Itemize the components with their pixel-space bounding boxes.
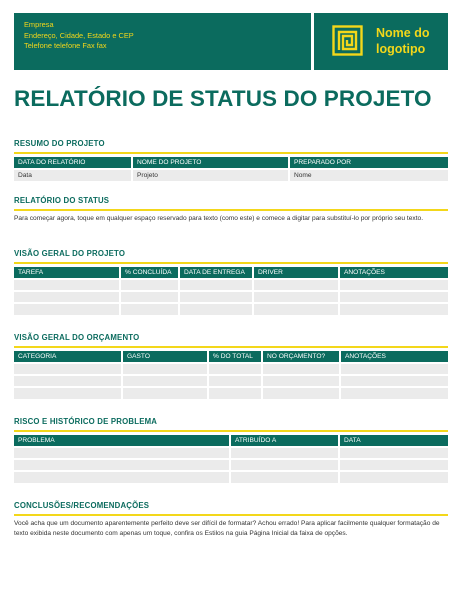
table-cell[interactable] bbox=[122, 363, 208, 375]
table-cell[interactable] bbox=[339, 303, 448, 315]
company-name: Empresa bbox=[24, 20, 54, 29]
logo-name bbox=[376, 25, 446, 57]
table-cell[interactable] bbox=[230, 447, 339, 459]
status-text[interactable]: Para começar agora, toque em qualquer espaço reservado para texto (como este) e comece a digitar para substituí-lo por próprio seu texto. bbox=[14, 215, 424, 222]
table-cell[interactable] bbox=[253, 303, 339, 315]
risk-header-assigned-to: ATRIBUÍDO A bbox=[230, 435, 339, 447]
table-cell[interactable] bbox=[230, 459, 339, 471]
company-phone-fax: Telefone telefone Fax fax bbox=[24, 41, 107, 50]
summary-header-row bbox=[14, 157, 448, 169]
table-cell[interactable] bbox=[14, 279, 120, 291]
budget-header-row bbox=[14, 351, 448, 363]
budget-section-title: VISÃO GERAL DO ORÇAMENTO bbox=[14, 333, 448, 348]
table-cell[interactable] bbox=[253, 279, 339, 291]
summary-header-report-date: DATA DO RELATÓRIO bbox=[14, 157, 132, 169]
overview-header-due-date: DATA DE ENTREGA bbox=[179, 267, 253, 279]
budget-header-notes: ANOTAÇÕES bbox=[340, 351, 448, 363]
budget-table bbox=[14, 351, 448, 399]
table-cell[interactable] bbox=[120, 303, 179, 315]
overview-header-driver: DRIVER bbox=[253, 267, 339, 279]
table-row bbox=[14, 291, 448, 303]
table-cell[interactable] bbox=[14, 471, 230, 483]
table-cell[interactable] bbox=[122, 387, 208, 399]
table-cell[interactable] bbox=[14, 291, 120, 303]
table-cell[interactable] bbox=[14, 459, 230, 471]
table-row bbox=[14, 303, 448, 315]
table-cell[interactable] bbox=[14, 303, 120, 315]
maze-square-icon bbox=[332, 25, 363, 56]
summary-table bbox=[14, 157, 448, 181]
overview-header-percent: % CONCLUÍDA bbox=[120, 267, 179, 279]
table-cell[interactable] bbox=[262, 375, 340, 387]
table-row bbox=[14, 279, 448, 291]
table-cell[interactable] bbox=[339, 279, 448, 291]
budget-header-category: CATEGORIA bbox=[14, 351, 122, 363]
risk-header-problem: PROBLEMA bbox=[14, 435, 230, 447]
conclusions-text[interactable]: Você acha que um documento aparentemente perfeito deve ser difícil de formatar? Achou errado! Para aplicar facilmente qualquer formatação de texto exibida neste documento com apenas um toque, confira os Estilos na guia Página Inicial da faixa de opções. bbox=[14, 520, 440, 537]
logo-block bbox=[314, 13, 448, 70]
table-cell[interactable] bbox=[253, 291, 339, 303]
status-section-title: RELATÓRIO DO STATUS bbox=[14, 196, 448, 211]
logo-line-1: Nome do bbox=[376, 26, 430, 40]
overview-header-task: TAREFA bbox=[14, 267, 120, 279]
table-cell[interactable] bbox=[14, 447, 230, 459]
company-info-block bbox=[14, 13, 311, 70]
table-cell[interactable] bbox=[208, 387, 262, 399]
table-cell[interactable] bbox=[120, 279, 179, 291]
table-row bbox=[14, 459, 448, 471]
overview-section-title: VISÃO GERAL DO PROJETO bbox=[14, 249, 448, 264]
table-cell[interactable] bbox=[339, 459, 448, 471]
table-cell[interactable] bbox=[179, 303, 253, 315]
table-cell[interactable] bbox=[122, 375, 208, 387]
risk-section-title: RISCO E HISTÓRICO DE PROBLEMA bbox=[14, 417, 448, 432]
table-cell[interactable] bbox=[179, 291, 253, 303]
budget-header-in-budget: NO ORÇAMENTO? bbox=[262, 351, 340, 363]
table-cell[interactable] bbox=[120, 291, 179, 303]
table-row bbox=[14, 363, 448, 375]
table-row bbox=[14, 387, 448, 399]
overview-header-row bbox=[14, 267, 448, 279]
overview-table bbox=[14, 267, 448, 315]
page-title: RELATÓRIO DE STATUS DO PROJETO bbox=[14, 86, 432, 111]
table-cell[interactable] bbox=[14, 363, 122, 375]
table-cell[interactable] bbox=[208, 375, 262, 387]
risk-header-row bbox=[14, 435, 448, 447]
table-cell[interactable] bbox=[208, 363, 262, 375]
table-cell[interactable] bbox=[339, 291, 448, 303]
summary-row bbox=[14, 169, 448, 181]
table-cell[interactable] bbox=[340, 375, 448, 387]
budget-header-percent-total: % DO TOTAL bbox=[208, 351, 262, 363]
table-cell[interactable] bbox=[14, 387, 122, 399]
table-cell[interactable] bbox=[340, 363, 448, 375]
table-row bbox=[14, 471, 448, 483]
table-row bbox=[14, 375, 448, 387]
logo-line-2: logotipo bbox=[376, 42, 426, 56]
table-cell[interactable] bbox=[179, 279, 253, 291]
conclusions-section-title: CONCLUSÕES/RECOMENDAÇÕES bbox=[14, 501, 448, 516]
table-cell[interactable] bbox=[230, 471, 339, 483]
summary-project-cell[interactable]: Projeto bbox=[132, 169, 289, 181]
company-address: Endereço, Cidade, Estado e CEP bbox=[24, 30, 134, 40]
table-cell[interactable] bbox=[14, 375, 122, 387]
summary-date-cell[interactable]: Data bbox=[14, 169, 132, 181]
summary-header-prepared-by: PREPARADO POR bbox=[289, 157, 448, 169]
table-cell[interactable] bbox=[262, 387, 340, 399]
table-cell[interactable] bbox=[262, 363, 340, 375]
overview-header-notes: ANOTAÇÕES bbox=[339, 267, 448, 279]
summary-header-project-name: NOME DO PROJETO bbox=[132, 157, 289, 169]
table-cell[interactable] bbox=[339, 471, 448, 483]
table-cell[interactable] bbox=[339, 447, 448, 459]
risk-table bbox=[14, 435, 448, 483]
budget-header-spent: GASTO bbox=[122, 351, 208, 363]
risk-header-date: DATA bbox=[339, 435, 448, 447]
summary-name-cell[interactable]: Nome bbox=[289, 169, 448, 181]
table-cell[interactable] bbox=[340, 387, 448, 399]
table-row bbox=[14, 447, 448, 459]
summary-section-title: RESUMO DO PROJETO bbox=[14, 139, 448, 154]
